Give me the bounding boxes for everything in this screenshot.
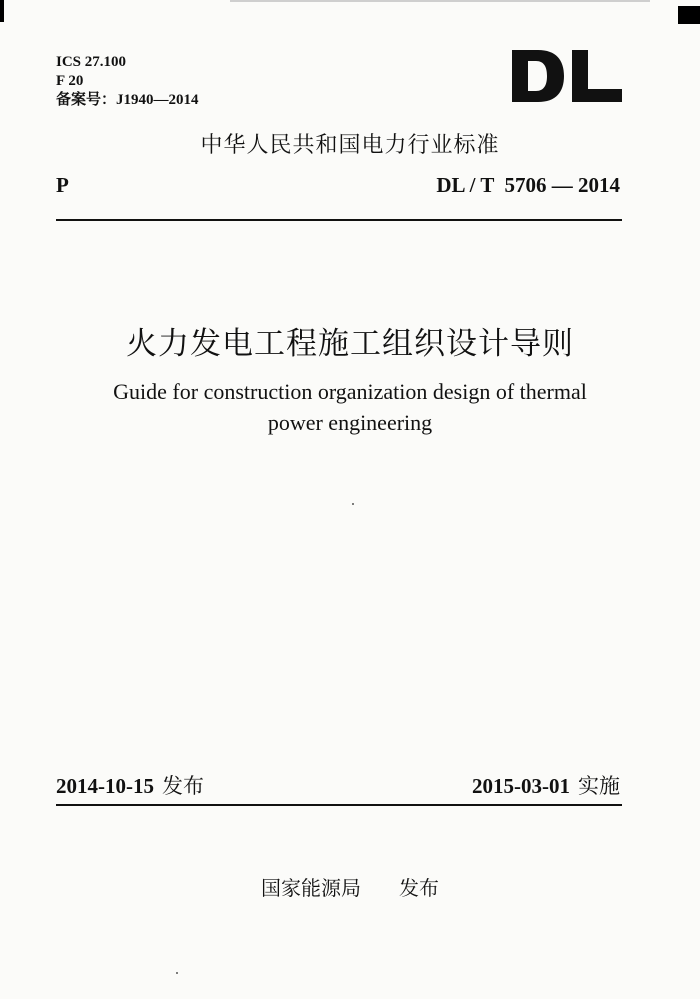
bottom-divider: [56, 804, 622, 806]
implementation-label: 实施: [578, 774, 620, 798]
issue-date-line: [56, 770, 204, 800]
implementation-date: 2015-03-01: [472, 774, 570, 798]
scan-mark-left: [0, 0, 4, 22]
title-english-line1: Guide for construction organization design of thermal: [113, 379, 587, 404]
title-chinese: 火力发电工程施工组织设计导则: [126, 326, 574, 362]
category-letter: P: [56, 173, 69, 197]
implementation-date-line: [472, 770, 620, 800]
publisher-action: 发布: [399, 876, 439, 900]
dl-logo-letter-d: [512, 50, 564, 102]
publisher-name: 国家能源局: [261, 876, 361, 900]
record-number: 备案号：J1940—2014: [56, 92, 199, 108]
scan-edge-top: [230, 0, 650, 2]
top-divider: [56, 219, 622, 221]
scan-speck: [352, 503, 354, 505]
title-english: [0, 376, 700, 438]
scan-speck: [176, 972, 178, 974]
title-english-line2: power engineering: [267, 410, 433, 435]
issue-label: 发布: [162, 774, 204, 798]
issuing-category: 中华人民共和国电力行业标准: [200, 133, 500, 158]
scan-mark-right: [678, 6, 700, 24]
ics-code: ICS 27.100: [56, 54, 127, 70]
dl-logo: [512, 50, 622, 102]
standard-number: DL / T 5706 — 2014: [436, 173, 620, 197]
classification-code: F 20: [56, 73, 84, 89]
publisher-line: [0, 872, 700, 901]
issue-date: 2014-10-15: [56, 774, 154, 798]
dl-logo-letter-l: [572, 50, 622, 102]
